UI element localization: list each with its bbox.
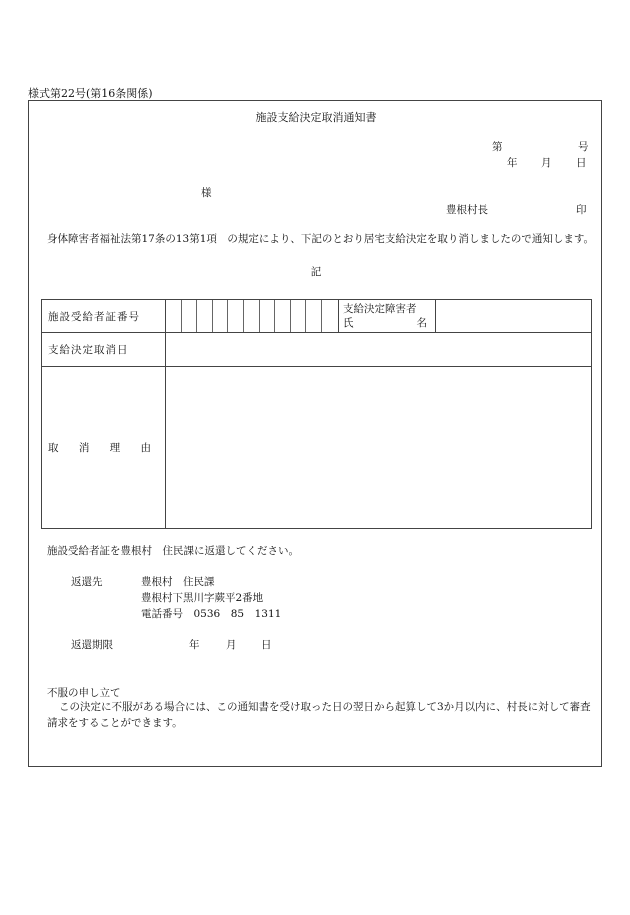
digit-cell[interactable]: [228, 300, 244, 332]
digit-cell[interactable]: [322, 300, 338, 332]
info-table: [41, 299, 592, 529]
deadline-year: 年: [189, 639, 200, 651]
addressee-suffix: 様: [201, 187, 212, 199]
name-label-line1: 支給決定障害者: [343, 303, 417, 315]
recipient-name-field[interactable]: [436, 300, 592, 333]
appeal-text: この決定に不服がある場合には、この通知書を受け取った日の翌日から起算して3か月以内に、村長に対して審査請求をすることができます。: [47, 701, 591, 729]
number-suffix: 号: [578, 141, 589, 153]
reason-char: 由: [140, 442, 152, 454]
date-year: 年: [507, 157, 518, 169]
digit-cell[interactable]: [213, 300, 229, 332]
digit-cell[interactable]: [166, 300, 182, 332]
reason-field[interactable]: [166, 367, 592, 529]
table-row: [42, 367, 592, 529]
appeal-title: 不服の申し立て: [47, 687, 121, 699]
date-month: 月: [541, 157, 552, 169]
recipient-name-label: [339, 300, 436, 333]
cancel-date-field[interactable]: [166, 333, 592, 367]
seal-mark: 印: [576, 204, 587, 216]
return-to-phone: 電話番号 0536 85 1311: [141, 608, 282, 620]
return-to-label: 返還先: [71, 576, 103, 588]
deadline-month: 月: [226, 639, 237, 651]
cert-number-label: 施設受給者証番号: [42, 300, 166, 333]
table-row: [42, 300, 592, 333]
document-title: 施設支給決定取消通知書: [255, 111, 377, 124]
cert-number-cells[interactable]: [166, 300, 339, 333]
digit-cell[interactable]: [306, 300, 322, 332]
digit-cell[interactable]: [182, 300, 198, 332]
issuer: 豊根村長: [446, 204, 488, 216]
reason-char: 理: [109, 442, 122, 454]
return-to-office: 豊根村 住民課: [141, 576, 215, 588]
number-prefix: 第: [492, 141, 503, 153]
reason-label: [42, 367, 166, 529]
table-row: [42, 333, 592, 367]
body-text: 身体障害者福祉法第17条の13第1項 の規定により、下記のとおり居宅支給決定を取り消しましたので通知します。: [47, 233, 595, 245]
digit-cell[interactable]: [275, 300, 291, 332]
reason-char: 消: [78, 442, 91, 454]
return-to-address: 豊根村下黒川字蕨平2番地: [141, 592, 264, 604]
deadline-label: 返還期限: [71, 639, 113, 651]
digit-cell[interactable]: [260, 300, 276, 332]
ki-heading: 記: [310, 266, 322, 278]
name-label-shi: 氏: [343, 317, 354, 329]
date-day: 日: [576, 157, 587, 169]
deadline-day: 日: [261, 639, 272, 651]
reason-char: 取: [48, 442, 60, 454]
digit-cell[interactable]: [197, 300, 213, 332]
return-note: 施設受給者証を豊根村 住民課に返還してください。: [47, 545, 299, 557]
notice-frame: [28, 100, 602, 767]
cancel-date-label: 支給決定取消日: [42, 333, 166, 367]
digit-cell[interactable]: [244, 300, 260, 332]
form-reference: 様式第22号(第16条関係): [28, 87, 153, 100]
digit-cell[interactable]: [291, 300, 307, 332]
name-label-mei: 名: [416, 317, 427, 329]
name-label-line2: [343, 316, 427, 330]
